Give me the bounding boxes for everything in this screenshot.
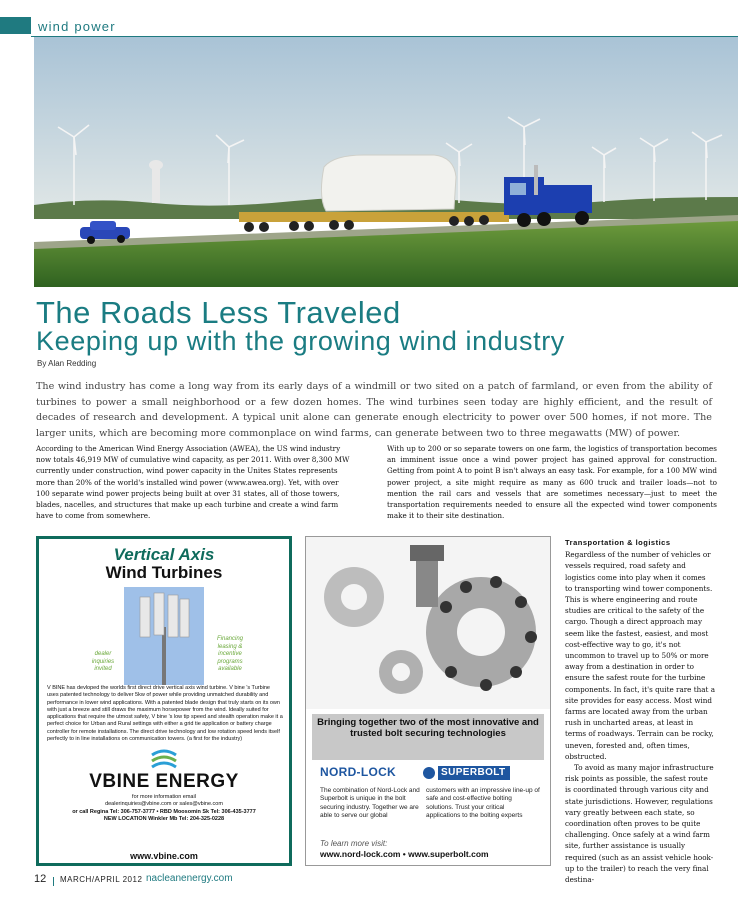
ad-title-line2: Wind Turbines [105, 563, 223, 582]
ad-headline: Bringing together two of the most innovative and trusted bolt securing technologies [317, 717, 539, 739]
page-number: 12 [34, 873, 47, 885]
contact-line: NEW LOCATION Winkler Mb Tel: 204-325-0228 [103, 815, 225, 822]
visit-prompt: To learn more visit: [320, 839, 388, 848]
lede-paragraph: The wind industry has come a long way from its early days of a windmill or two sited on a patch of farmland, or even from the ability of turbines to power a small neighborhood or a few dozen homes. The wind turbines seen today are highly efficient, and the result of decades of research and development. A typical unit alone can generate enough electricity to power over 500 homes, if not more. The larger units, which are becoming more commonplace on wind farms, can generate between two to three megawatts (MW) of power. [36, 381, 712, 439]
vbine-advertisement [36, 536, 292, 866]
paragraph: Regardless of the number of vehicles or vessels required, road safety and logistics come into play when it comes to transporting wind tower components. This is where engineering and route studies are critical to the safety of the cargo. Though a direct approach may seem like the fastest, easiest, and most cost-effective way to go, it's not uncommon to travel up to 50% or more away from a destination in order to ensure the safest route for the turbine components. In fact, it's quite rare that a site provides for easy access. Most wind farms are located away from the urban rush in uncharted areas, at least in terms of roadways. Terrain can be rocky, uneven, forested and, often times, obstructed. [565, 550, 715, 761]
paragraph: To avoid as many major infrastructure risk points as possible, the safest route is coordinated through various city and state jurisdictions. However, regulations vary greatly between each state, so coordination often proves to be quite challenging. Once safely at a wind farm site, further assistance is usually required (such as an assist vehicle hook-up to the trailer) to reach the very final destina- [565, 763, 714, 885]
hero-photo [34, 37, 738, 287]
ad-title-line1: Vertical Axis [113, 545, 215, 564]
superbolt-logo [422, 765, 512, 781]
ad-websites[interactable]: www.nord-lock.com • www.superbolt.com [320, 849, 489, 859]
article-title: The Roads Less Traveled [36, 295, 401, 330]
body-column-1: According to the American Wind Energy Association (AWEA), the US wind industry now totals 46,919 MW of cumulative wind capacity, as per 2011. With over 8,300 MW currently under construction, wind power capacity in the Unites States represents more than 20% of the world's installed wind power (www.awea.org). Yet, with over 100 separate wind power projects being built at over 31 states, all of those towers, blades, nacelles, and structures that make up each turbine and create a wind farm have to come from somewhere. [36, 444, 350, 521]
ad-copy-right: customers with an impressive line-up of safe and cost-effective bolting solutions. Trust your critical applications to the bolting experts [426, 787, 540, 820]
body-column-3 [565, 537, 715, 885]
contact-line: or call Regina Tel: 306-757-3777 • RBD Moosomin Sk Tel: 306-435-3777 [72, 808, 256, 815]
vbine-logo-icon [149, 747, 179, 771]
contact-line: dealerinquiries@vbine.com or sales@vbine.com [105, 801, 223, 808]
section-heading: Transportation & logistics [565, 538, 671, 547]
footer-divider [53, 877, 54, 886]
vbine-brand-name: VBINE ENERGY [89, 771, 239, 792]
financing-note: Financing leasing & incentive programs available [216, 636, 243, 672]
issue-date: MARCH/APRIL 2012 [60, 875, 143, 884]
ad-body-copy: V BINE has devloped the worlds first direct drive vertical axis wind turbine. V bine 's Turbine uses patented technology to deliver 5kw of power while providing unmatched durability and performance in lower wind applications. With a patented blade design that truly starts on its own with just a breeze and still draws the maximum horsepower from the wind. Ideally suited for applications that require the utmost safety, V bine 's low tip speed and stealth operation make it a perfect choice for Urban and Rural settings with either a grid tie application or battery charge controller for remote installations. The direct drive technology and low rotation speed lends itself perfectly to in line installations on communication towers. (a first for the industry) [47, 685, 283, 743]
nordlock-logo: NORD-LOCK [320, 765, 397, 779]
section-color-block [0, 17, 31, 34]
vbine-website[interactable]: www.vbine.com [130, 851, 198, 861]
byline: By Alan Redding [37, 359, 97, 368]
contact-line: for more information email [132, 794, 196, 800]
body-column-2: With up to 200 or so separate towers on one farm, the logistics of transportation becomes an imminent issue once a wind power project has gained approval for construction. Getting from point A to point B isn't always an easy task. For example, for a 100 MW wind power project, a site might require as many as 600 truck and trailer loads—not to mention the rail cars and vessels that are sometimes necessary—just to meet the transportation requirements needed to ensure all the expected wind tower components make it to their site destination. [387, 444, 717, 521]
section-label: wind power [38, 19, 116, 34]
ad-contact-block [47, 794, 281, 823]
dealer-inquiries-note: dealer inquiries invited [91, 651, 115, 672]
bolt-hardware-photo [306, 537, 550, 709]
ad-copy-left: The combination of Nord-Lock and Superbolt is unique in the bolt securing industry. Together we are able to serve our global [320, 787, 420, 820]
truck-hauling-nacelle-illustration [34, 37, 738, 287]
nordlock-advertisement [305, 536, 551, 866]
article-subtitle: Keeping up with the growing wind industry [36, 326, 565, 356]
magazine-website[interactable]: nacleanenergy.com [146, 873, 233, 884]
superbolt-wordmark: SUPERBOLT [441, 767, 506, 778]
vertical-turbine-photo [124, 587, 204, 685]
